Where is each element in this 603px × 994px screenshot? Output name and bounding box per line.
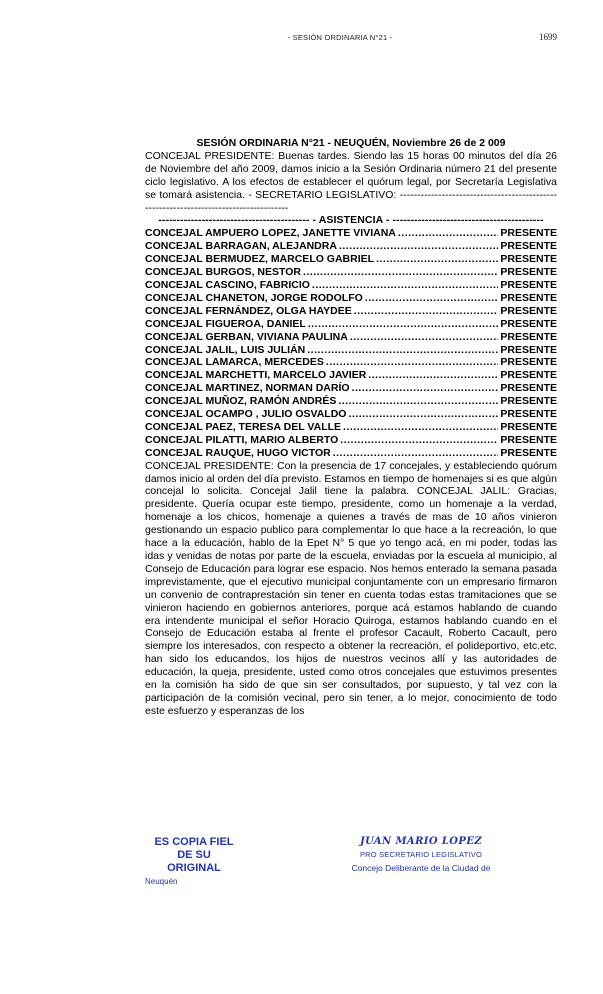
councilor-name: CONCEJAL BURGOS, NESTOR xyxy=(145,266,301,279)
dot-leader xyxy=(307,344,498,357)
attendance-row xyxy=(145,408,557,421)
attendance-status: PRESENTE xyxy=(500,369,557,382)
councilor-name: CONCEJAL MARCHETTI, MARCELO JAVIER xyxy=(145,369,367,382)
attendance-status: PRESENTE xyxy=(500,266,557,279)
attendance-row xyxy=(145,447,557,460)
attendance-status: PRESENTE xyxy=(500,446,557,459)
attendance-row xyxy=(145,369,557,382)
dot-leader xyxy=(350,331,499,344)
dot-leader xyxy=(365,292,499,305)
dot-leader xyxy=(398,227,499,240)
attendance-status: PRESENTE xyxy=(500,408,557,421)
councilor-name: CONCEJAL JALIL, LUIS JULIÁN xyxy=(145,343,306,356)
dot-leader xyxy=(354,305,499,318)
dot-leader xyxy=(348,408,498,421)
document-body xyxy=(145,137,557,718)
attendance-row xyxy=(145,266,557,279)
councilor-name: CONCEJAL RAUQUE, HUGO VICTOR xyxy=(145,446,331,459)
session-title: SESIÓN ORDINARIA N°21 - NEUQUÉN, Noviembre 26 de 2 009 xyxy=(196,137,506,149)
page-number: 1699 xyxy=(539,32,557,42)
councilor-name: CONCEJAL BERMUDEZ, MARCELO GABRIEL xyxy=(145,253,375,266)
attendance-status: PRESENTE xyxy=(500,395,557,408)
attendance-row xyxy=(145,318,557,331)
attendance-status: PRESENTE xyxy=(500,227,557,240)
attendance-row xyxy=(145,305,557,318)
intro-paragraph: CONCEJAL PRESIDENTE: Buenas tardes. Siendo las 15 horas 00 minutos del día 26 de Noviembre del año 2009, damos inicio a la Sesión Ordinaria número 21 del presente ciclo legislativo. A los efectos de establecer el quórum legal, por Secretaría Legislativa se tomará asistencia. - SECRETARIO LEGISLATIVO: -------------------------------------------------------------------------------------- xyxy=(145,149,557,214)
councilor-name: CONCEJAL PAEZ, TERESA DEL VALLE xyxy=(145,420,342,433)
attendance-status: PRESENTE xyxy=(500,278,557,291)
councilor-name: CONCEJAL MARTINEZ, NORMAN DARÍO xyxy=(145,382,350,395)
councilor-name: CONCEJAL AMPUERO LOPEZ, JANETTE VIVIANA xyxy=(145,227,396,240)
councilor-name: CONCEJAL MUÑOZ, RAMÓN ANDRÉS xyxy=(145,395,337,408)
attendance-row xyxy=(145,382,557,395)
councilor-name: CONCEJAL PILATTI, MARIO ALBERTO xyxy=(145,433,339,446)
dot-leader xyxy=(340,434,498,447)
attendance-status: PRESENTE xyxy=(500,304,557,317)
attendance-list xyxy=(145,227,557,459)
signature-name: JUAN MARIO LOPEZ xyxy=(359,836,483,847)
copy-stamp-line: DE SU xyxy=(177,849,211,861)
dot-leader xyxy=(343,421,498,434)
attendance-row xyxy=(145,292,557,305)
councilor-name: CONCEJAL FERNÁNDEZ, OLGA HAYDEE xyxy=(145,304,352,317)
running-header xyxy=(145,33,557,45)
attendance-status: PRESENTE xyxy=(500,291,557,304)
attendance-status: PRESENTE xyxy=(500,420,557,433)
dot-leader xyxy=(376,253,498,266)
attendance-status: PRESENTE xyxy=(500,382,557,395)
councilor-name: CONCEJAL OCAMPO , JULIO OSVALDO xyxy=(145,408,347,421)
dot-leader xyxy=(368,369,498,382)
copy-stamp-line: ORIGINAL xyxy=(167,862,221,874)
dot-leader xyxy=(333,447,499,460)
councilor-name: CONCEJAL CASCINO, FABRICIO xyxy=(145,278,310,291)
attendance-status: PRESENTE xyxy=(500,330,557,343)
councilor-name: CONCEJAL FIGUEROA, DANIEL xyxy=(145,317,306,330)
attendance-row xyxy=(145,240,557,253)
attendance-status: PRESENTE xyxy=(500,253,557,266)
dot-leader xyxy=(308,318,499,331)
councilor-name: CONCEJAL GERBAN, VIVIANA PAULINA xyxy=(145,330,348,343)
attendance-row xyxy=(145,279,557,292)
dot-leader xyxy=(339,240,498,253)
dot-leader xyxy=(338,395,498,408)
dot-leader xyxy=(303,266,498,279)
signature-org: Concejo Deliberante de la Ciudad de xyxy=(351,863,491,873)
attendance-row xyxy=(145,344,557,357)
attendance-status: PRESENTE xyxy=(500,343,557,356)
attendance-row xyxy=(145,227,557,240)
attendance-status: PRESENTE xyxy=(500,240,557,253)
signature-title: PRO SECRETARIO LEGISLATIVO xyxy=(359,850,483,859)
running-header-title: - SESIÓN ORDINARIA N°21 - xyxy=(287,33,393,42)
dot-leader xyxy=(312,279,498,292)
attendance-heading: ------------------------------------------ - ASISTENCIA - ------------------------------------------ xyxy=(158,214,544,227)
attendance-status: PRESENTE xyxy=(500,356,557,369)
copy-stamp xyxy=(148,836,240,875)
attendance-status: PRESENTE xyxy=(500,317,557,330)
councilor-name: CONCEJAL CHANETON, JORGE RODOLFO xyxy=(145,291,363,304)
dot-leader xyxy=(326,356,498,369)
attendance-row xyxy=(145,434,557,447)
councilor-name: CONCEJAL LAMARCA, MERCEDES xyxy=(145,356,324,369)
attendance-status: PRESENTE xyxy=(500,433,557,446)
copy-stamp-line: ES COPIA FIEL xyxy=(154,836,234,848)
councilor-name: CONCEJAL BARRAGAN, ALEJANDRA xyxy=(145,240,337,253)
attendance-row xyxy=(145,421,557,434)
city-label: Neuquén xyxy=(145,877,178,886)
signature-block xyxy=(340,836,502,873)
session-transcript: CONCEJAL PRESIDENTE: Con la presencia de 17 concejales, y estableciendo quórum damos inicio al orden del día previsto. Estamos en tiempo de homenajes si es que algún concejal lo solicita. Concejal Jalil tiene la palabra. CONCEJAL JALIL: Gracias, presidente. Quería ocupar este tiempo, presidente, como un homenaje a la verdad, homenaje a los chicos, homenaje a quienes a través de mas de 10 años vinieron gestionando un espacio publico para complementar lo que hace a la recreación, lo que hace a la educación, hablo de la Epet N° 5 que yo tengo acá, en mi poder, todas las idas y venidas de notas por parte de la escuela, enviadas por la escuela al municipio, al Consejo de Educación para lograr ese espacio. Nos hemos enterado la semana pasada imprevistamente, que el ejecutivo municipal conjuntamente con un empresario firmaron un convenio de contraprestación sin tener en cuenta todas estas tramitaciones que se vinieron haciendo en gobiernos anteriores, porque acá estamos hablando de cuando era intendente municipal el señor Horacio Quiroga, estamos hablando cuando en el Consejo de Educación estaba al frente el profesor Cacault, Roberto Cacault, pero siempre los interesados, con respecto a obtener la recreación, el polideportivo, etc.etc. han sido los educandos, los hijos de nuestros vecinos allí y las autoridades de educación, la queja, presidente, usted como otros concejales que estuvimos presentes en la comisión ha sido de que sin ser consultados, por supuesto, y tal vez con la participación de la comisión vecinal, pero sin tener, a lo mejor, conocimiento de todo este esfuerzo y esperanzas de los xyxy=(145,459,557,717)
attendance-row xyxy=(145,331,557,344)
dot-leader xyxy=(352,382,499,395)
attendance-row xyxy=(145,395,557,408)
attendance-row xyxy=(145,356,557,369)
attendance-row xyxy=(145,253,557,266)
